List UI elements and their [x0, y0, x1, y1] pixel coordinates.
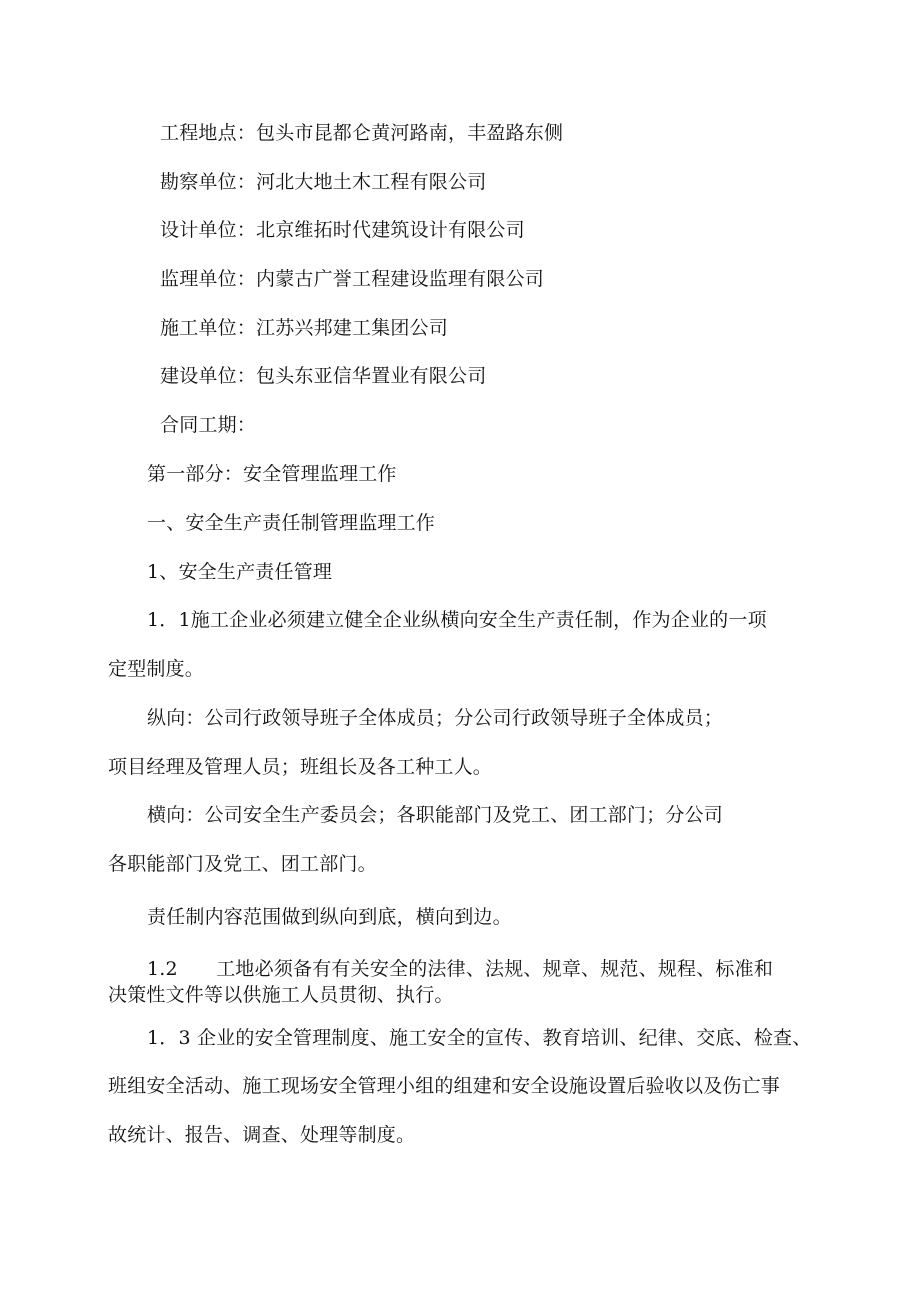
project-location: 工程地点：包头市昆都仑黄河路南，丰盈路东侧 — [160, 122, 564, 144]
vertical-line-2: 项目经理及管理人员；班组长及各工种工人。 — [108, 756, 493, 778]
scope-statement: 责任制内容范围做到纵向到底，横向到边。 — [147, 906, 512, 928]
survey-unit: 勘察单位：河北大地土木工程有限公司 — [160, 171, 487, 193]
construction-unit: 施工单位：江苏兴邦建工集团公司 — [160, 317, 449, 339]
section-heading: 一、安全生产责任制管理监理工作 — [147, 512, 436, 534]
vertical-line-1: 纵向：公司行政领导班子全体成员；分公司行政领导班子全体成员； — [147, 707, 724, 729]
item-1-2-line-1: 1.2 工地必须备有有关安全的法律、法规、规章、规范、规程、标准和 — [147, 958, 774, 980]
item-1-3-line-1: 1．3 企业的安全管理制度、施工安全的宣传、教育培训、纪律、交底、检查、 — [147, 1027, 812, 1049]
subsection-heading: 1、安全生产责任管理 — [147, 561, 333, 583]
item-1-3-line-3: 故统计、报告、调查、处理等制度。 — [108, 1124, 416, 1146]
horizontal-line-2: 各职能部门及党工、团工部门。 — [108, 853, 377, 875]
owner-unit: 建设单位：包头东亚信华置业有限公司 — [160, 365, 487, 387]
item-1-3-line-2: 班组安全活动、施工现场安全管理小组的组建和安全设施设置后验收以及伤亡事 — [108, 1075, 781, 1097]
supervision-unit: 监理单位：内蒙古广誉工程建设监理有限公司 — [160, 268, 545, 290]
part-heading: 第一部分：安全管理监理工作 — [147, 463, 397, 485]
design-unit: 设计单位：北京维拓时代建筑设计有限公司 — [160, 219, 525, 241]
horizontal-line-1: 横向：公司安全生产委员会；各职能部门及党工、团工部门；分公司 — [147, 804, 724, 826]
item-1-1-line-1: 1．1施工企业必须建立健全企业纵横向安全生产责任制，作为企业的一项 — [147, 609, 767, 631]
item-1-2-line-2: 决策性文件等以供施工人员贯彻、执行。 — [108, 984, 454, 1006]
item-1-1-line-2: 定型制度。 — [108, 658, 205, 680]
contract-period: 合同工期： — [160, 414, 257, 436]
